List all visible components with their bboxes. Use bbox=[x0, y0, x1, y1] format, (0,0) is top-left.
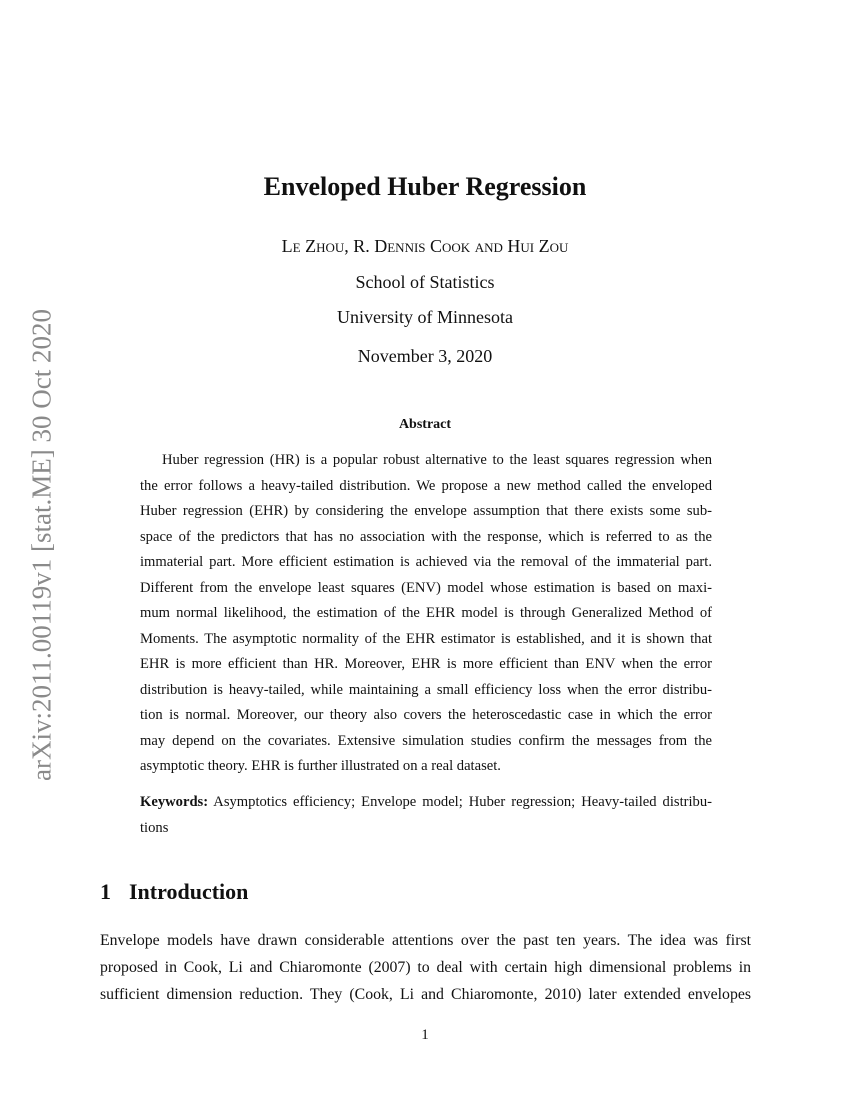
university: University of Minnesota bbox=[337, 307, 513, 327]
abstract-line: EHR is more efficient than HR. Moreover, EHR is more efficient than ENV when the error bbox=[140, 656, 712, 672]
keywords-label: Keywords: bbox=[140, 794, 209, 810]
body-line: Envelope models have drawn considerable attentions over the past ten years. The idea was first bbox=[100, 932, 751, 949]
abstract-line: mum normal likelihood, the estimation of the EHR model is through Generalized Method of bbox=[140, 605, 712, 621]
abstract-line: asymptotic theory. EHR is further illustrated on a real dataset. bbox=[140, 758, 501, 774]
keywords-cont: tions bbox=[140, 820, 169, 836]
abstract-line: immaterial part. More efficient estimation is achieved via the removal of the immaterial part. bbox=[140, 554, 712, 570]
page-number: 1 bbox=[421, 1027, 429, 1043]
abstract-line: distribution is heavy-tailed, while maintaining a small efficiency loss when the error distribu- bbox=[140, 681, 712, 698]
body-line: proposed in Cook, Li and Chiaromonte (2007) to deal with certain high dimensional problems in bbox=[100, 959, 751, 976]
section-number: 1 bbox=[100, 879, 111, 904]
abstract-line: tion is normal. Moreover, our theory also covers the heteroscedastic case in which the error bbox=[140, 707, 712, 723]
body-line: sufficient dimension reduction. They (Cook, Li and Chiaromonte, 2010) later extended envelopes bbox=[100, 986, 751, 1003]
abstract-line: Moments. The asymptotic normality of the EHR estimator is established, and it is shown that bbox=[140, 630, 712, 647]
abstract-line: the error follows a heavy-tailed distribution. We propose a new method called the enveloped bbox=[140, 477, 712, 494]
abstract-line: Huber regression (HR) is a popular robust alternative to the least squares regression when bbox=[162, 452, 712, 468]
keywords-text: Asymptotics efficiency; Envelope model; Huber regression; Heavy-tailed distribu- bbox=[213, 794, 713, 810]
abstract-line: Different from the envelope least squares (ENV) model whose estimation is based on maxi- bbox=[140, 579, 712, 596]
date: November 3, 2020 bbox=[357, 346, 493, 366]
abstract-heading: Abstract bbox=[398, 417, 452, 432]
abstract-line: space of the predictors that has no association with the response, which is referred to as the bbox=[140, 528, 712, 545]
abstract-line: may depend on the covariates. Extensive simulation studies confirm the messages from the bbox=[140, 732, 712, 749]
keywords bbox=[140, 794, 712, 811]
authors: Le Zhou, R. Dennis Cook and Hui Zou bbox=[281, 236, 569, 256]
section-title: Introduction bbox=[129, 879, 249, 904]
arxiv-stamp: arXiv:2011.00119v1 [stat.ME] 30 Oct 2020 bbox=[26, 309, 57, 781]
paper-title: Enveloped Huber Regression bbox=[263, 172, 587, 201]
section-heading bbox=[100, 879, 266, 905]
affiliation: School of Statistics bbox=[355, 272, 495, 292]
abstract-line: Huber regression (EHR) by considering the envelope assumption that there exists some sub- bbox=[140, 503, 712, 519]
